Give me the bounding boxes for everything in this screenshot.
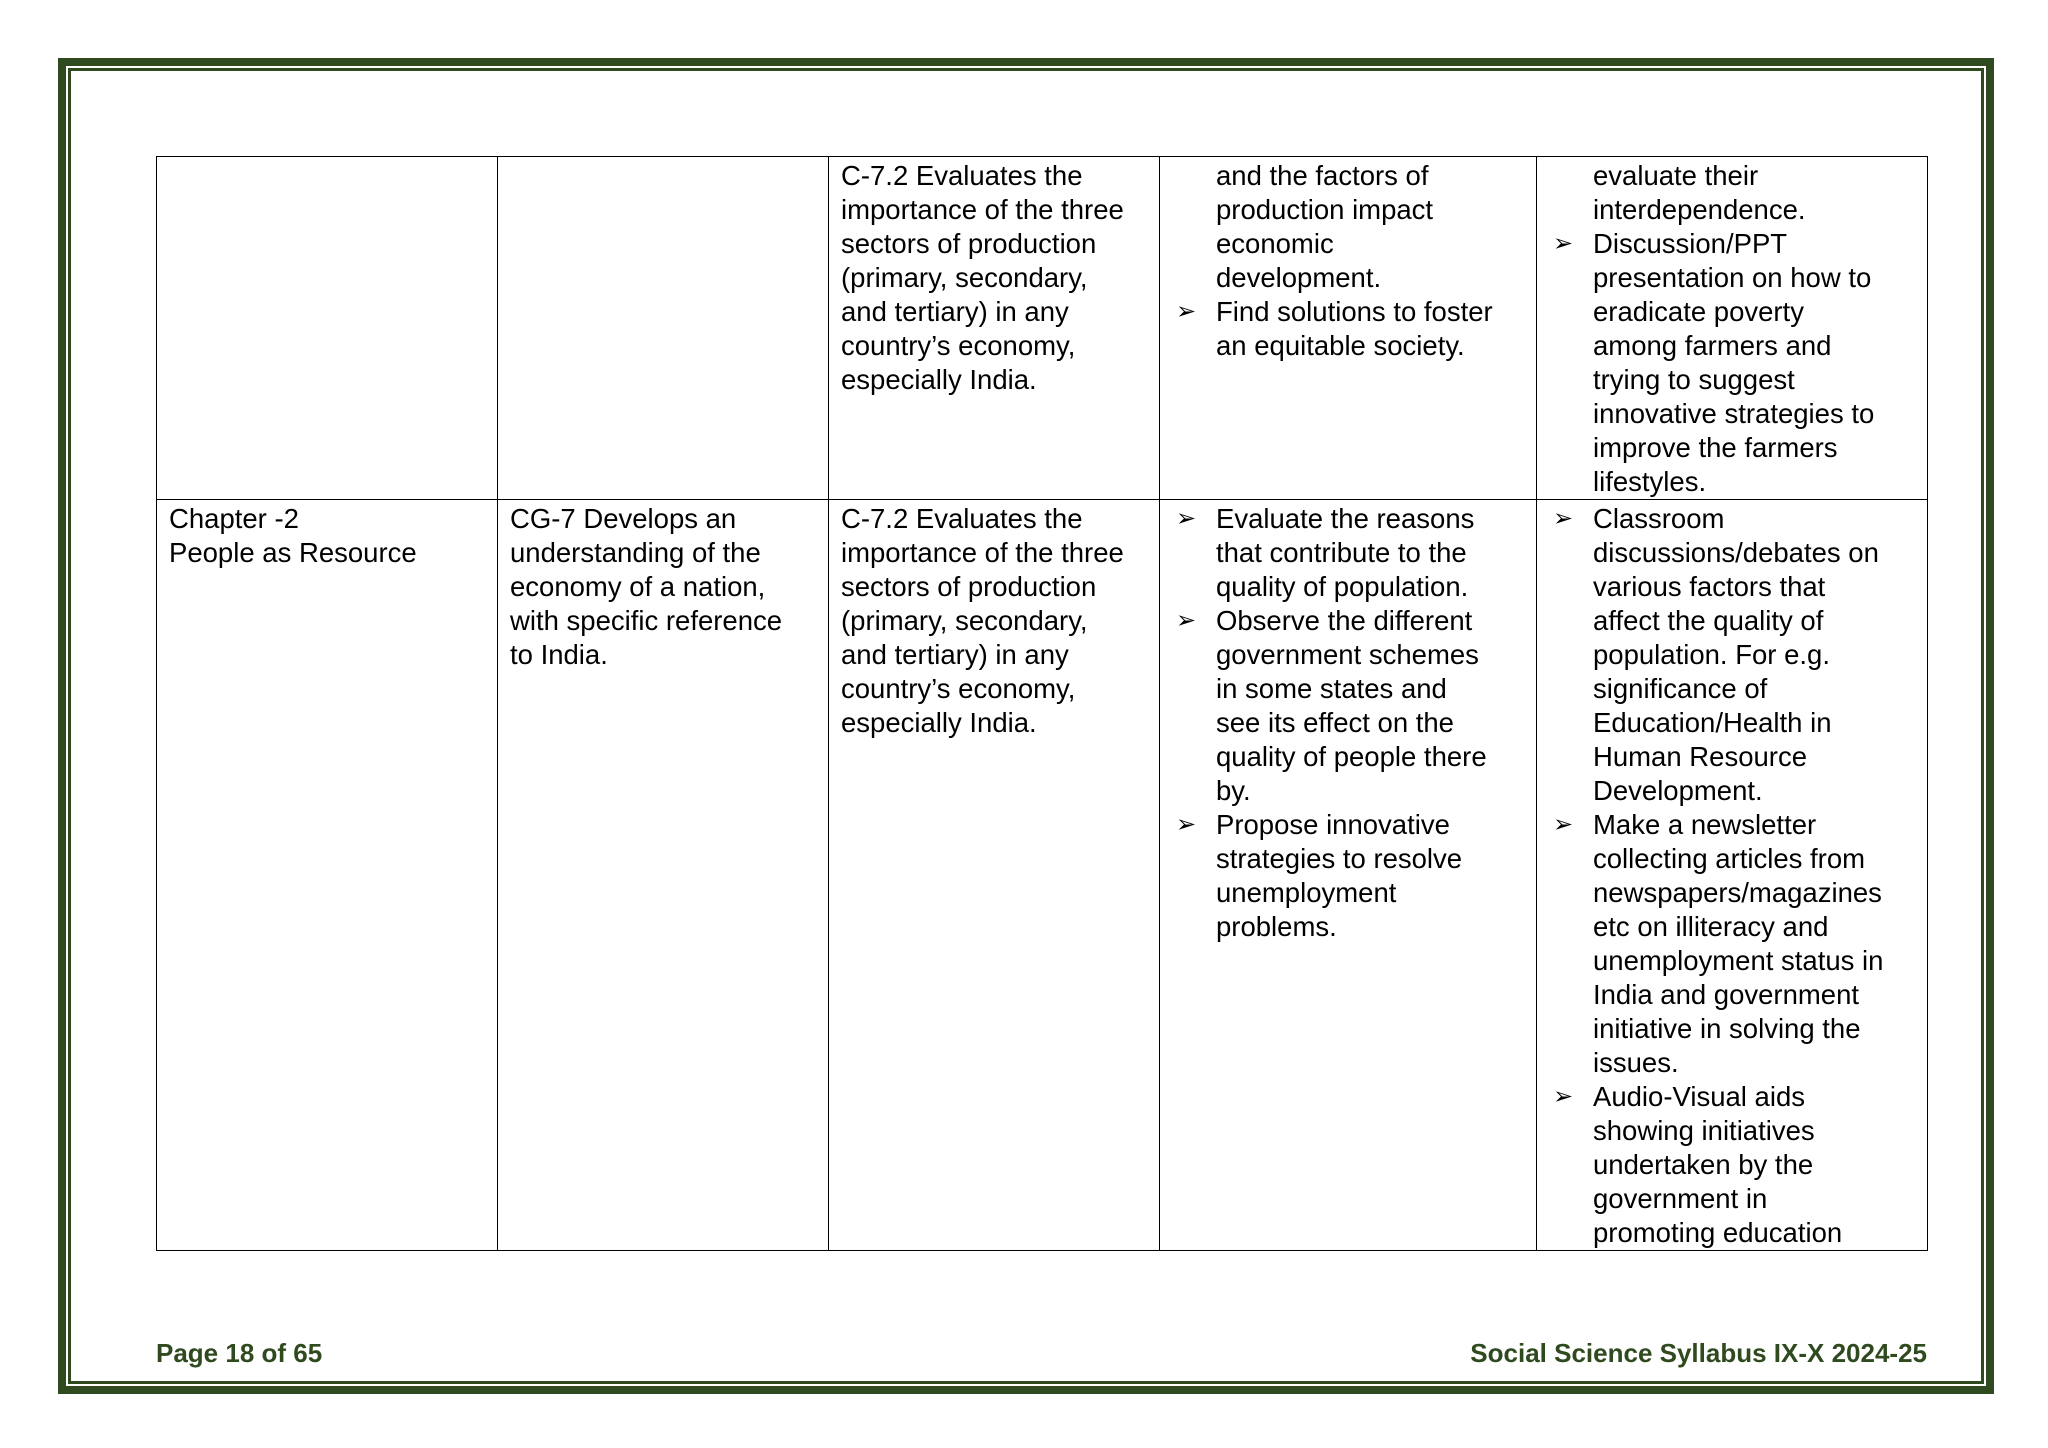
competency-cell: [829, 500, 1160, 1251]
arrow-bullet-icon: ➢: [1176, 811, 1197, 838]
outcome-text: Evaluate the reasons that contribute to the quality of population.: [1216, 503, 1475, 602]
pedagogy-text: Audio-Visual aids showing initiatives undertaken by the government in promoting education: [1593, 1081, 1843, 1248]
outcome-text: Observe the different government schemes in some states and see its effect on the quality of people there by.: [1216, 605, 1487, 806]
chapter-text: Chapter -2 People as Resource: [169, 503, 417, 568]
pedagogy-cell: [1537, 500, 1928, 1251]
list-item: [1549, 1080, 1915, 1250]
pedagogy-continuation-text: evaluate their interdependence.: [1593, 160, 1806, 225]
pedagogy-cell: [1537, 157, 1928, 500]
outcome-text: Propose innovative strategies to resolve unemployment problems.: [1216, 809, 1463, 942]
chapter-cell: [157, 500, 498, 1251]
arrow-bullet-icon: ➢: [1553, 505, 1574, 532]
outcome-continuation-text: and the factors of production impact economic development.: [1216, 160, 1434, 293]
curricular-goal-text: CG-7 Develops an understanding of the economy of a nation, with specific reference to India.: [510, 503, 783, 670]
arrow-bullet-icon: ➢: [1176, 607, 1197, 634]
pedagogy-text: Classroom discussions/debates on various factors that affect the quality of population. For e.g. significance of Education/Health in Human Resource Development.: [1593, 503, 1879, 806]
arrow-bullet-icon: ➢: [1176, 298, 1197, 325]
list-item: [1549, 808, 1915, 1080]
competency-text: C-7.2 Evaluates the importance of the three sectors of production (primary, secondary, and tertiary) in any country’s economy, especially India.: [841, 503, 1124, 738]
document-title: Social Science Syllabus IX-X 2024-25: [1470, 1338, 1927, 1368]
competency-text: C-7.2 Evaluates the importance of the three sectors of production (primary, secondary, and tertiary) in any country’s economy, especially India.: [841, 160, 1124, 395]
outcome-text: Find solutions to foster an equitable society.: [1216, 296, 1493, 361]
arrow-bullet-icon: ➢: [1553, 1083, 1574, 1110]
table-row: [157, 157, 1928, 500]
pedagogy-list: [1549, 502, 1915, 1250]
chapter-cell: [157, 157, 498, 500]
competency-cell: [829, 157, 1160, 500]
arrow-bullet-icon: ➢: [1553, 811, 1574, 838]
curricular-goal-cell: [498, 157, 829, 500]
page-number: Page 18 of 65: [156, 1338, 323, 1368]
list-item: [1172, 808, 1524, 944]
table-row: [157, 500, 1928, 1251]
learning-outcomes-cell: [1160, 157, 1537, 500]
syllabus-table: [156, 156, 1928, 1251]
list-item: [1172, 295, 1524, 363]
list-item: [1172, 604, 1524, 808]
list-item: [1172, 502, 1524, 604]
pedagogy-list: [1549, 159, 1915, 499]
learning-outcomes-list: [1172, 159, 1524, 363]
pedagogy-text: Discussion/PPT presentation on how to eradicate poverty among farmers and trying to suggest innovative strategies to improve the farmers lifestyles.: [1593, 228, 1875, 497]
list-item: [1549, 159, 1915, 227]
arrow-bullet-icon: ➢: [1176, 505, 1197, 532]
list-item: [1549, 227, 1915, 499]
learning-outcomes-cell: [1160, 500, 1537, 1251]
pedagogy-text: Make a newsletter collecting articles from newspapers/magazines etc on illiteracy and unemployment status in India and government initiative in solving the issues.: [1593, 809, 1884, 1078]
arrow-bullet-icon: ➢: [1553, 230, 1574, 257]
curricular-goal-cell: [498, 500, 829, 1251]
list-item: [1172, 159, 1524, 295]
learning-outcomes-list: [1172, 502, 1524, 944]
list-item: [1549, 502, 1915, 808]
